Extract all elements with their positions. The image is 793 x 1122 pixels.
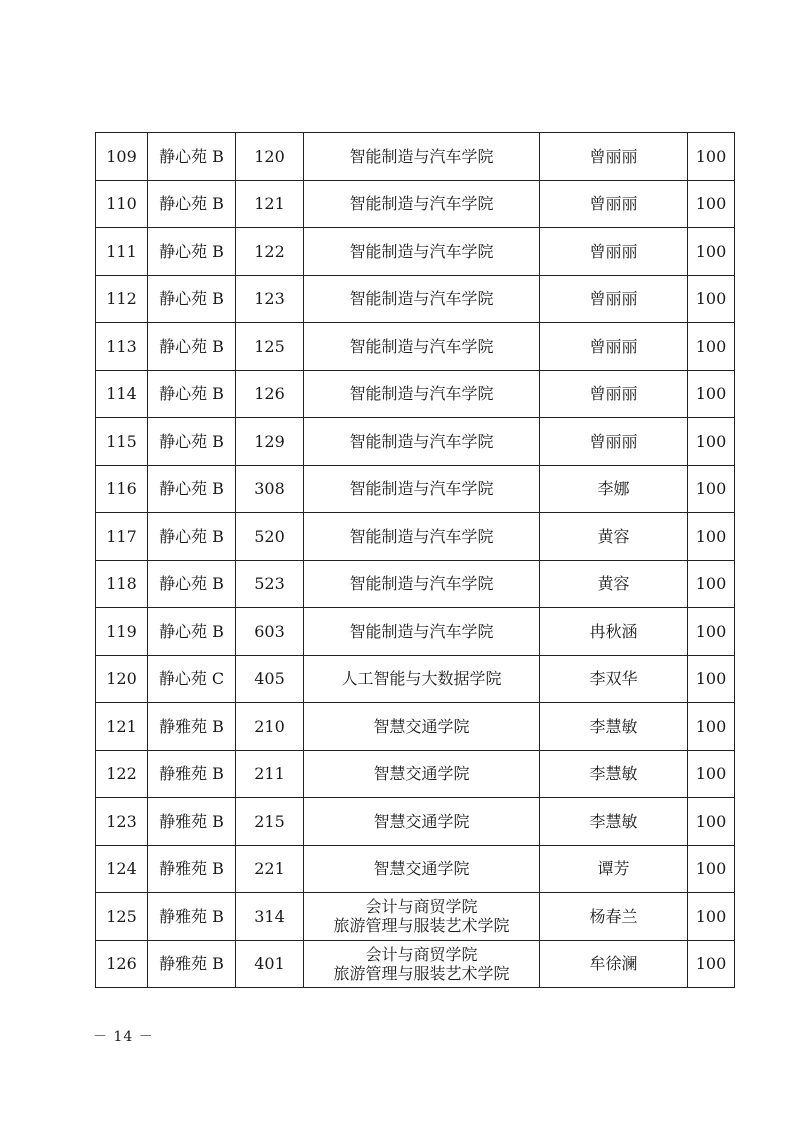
cell-serial-number: 122 [96, 750, 148, 798]
cell-room-number: 210 [236, 703, 304, 751]
table-row [96, 560, 735, 608]
cell-college [304, 133, 540, 181]
cell-score: 100 [688, 513, 735, 561]
college-name-line: 智能制造与汽车学院 [349, 574, 494, 594]
table-row [96, 893, 735, 941]
dormitory-score-table [95, 132, 735, 988]
cell-building: 静心苑 B [148, 370, 236, 418]
college-name-line: 智慧交通学院 [373, 764, 470, 784]
cell-teacher: 曾丽丽 [540, 228, 688, 276]
cell-score: 100 [688, 893, 735, 941]
cell-building: 静心苑 B [148, 465, 236, 513]
cell-serial-number: 109 [96, 133, 148, 181]
college-name-line: 智慧交通学院 [373, 859, 470, 879]
table-row [96, 940, 735, 988]
cell-college [304, 893, 540, 941]
cell-score: 100 [688, 228, 735, 276]
cell-serial-number: 126 [96, 940, 148, 988]
cell-teacher: 谭芳 [540, 845, 688, 893]
cell-score: 100 [688, 560, 735, 608]
table-row [96, 275, 735, 323]
cell-teacher: 曾丽丽 [540, 133, 688, 181]
cell-building: 静心苑 B [148, 275, 236, 323]
cell-score: 100 [688, 798, 735, 846]
cell-room-number: 126 [236, 370, 304, 418]
cell-building: 静心苑 B [148, 180, 236, 228]
cell-room-number: 120 [236, 133, 304, 181]
cell-room-number: 221 [236, 845, 304, 893]
cell-teacher: 李慧敏 [540, 798, 688, 846]
cell-building: 静心苑 B [148, 133, 236, 181]
cell-building: 静雅苑 B [148, 845, 236, 893]
table-row [96, 228, 735, 276]
cell-college [304, 275, 540, 323]
cell-teacher: 李娜 [540, 465, 688, 513]
cell-serial-number: 110 [96, 180, 148, 228]
cell-serial-number: 125 [96, 893, 148, 941]
cell-score: 100 [688, 133, 735, 181]
cell-teacher: 曾丽丽 [540, 180, 688, 228]
cell-serial-number: 112 [96, 275, 148, 323]
cell-serial-number: 116 [96, 465, 148, 513]
college-name-line: 智能制造与汽车学院 [349, 526, 494, 546]
college-name-line: 智能制造与汽车学院 [349, 621, 494, 641]
cell-teacher: 李慧敏 [540, 703, 688, 751]
cell-college [304, 370, 540, 418]
cell-score: 100 [688, 275, 735, 323]
cell-teacher: 杨春兰 [540, 893, 688, 941]
cell-room-number: 523 [236, 560, 304, 608]
cell-score: 100 [688, 750, 735, 798]
cell-teacher: 曾丽丽 [540, 418, 688, 466]
college-name-line: 智能制造与汽车学院 [349, 146, 494, 166]
college-name-line: 智能制造与汽车学院 [349, 289, 494, 309]
cell-college [304, 560, 540, 608]
cell-college [304, 750, 540, 798]
cell-score: 100 [688, 323, 735, 371]
cell-college [304, 608, 540, 656]
cell-room-number: 211 [236, 750, 304, 798]
cell-room-number: 308 [236, 465, 304, 513]
college-name-line: 智慧交通学院 [373, 716, 470, 736]
college-name-line: 会计与商贸学院 [365, 897, 478, 917]
cell-serial-number: 118 [96, 560, 148, 608]
cell-college [304, 323, 540, 371]
cell-college [304, 228, 540, 276]
college-name-line: 旅游管理与服装艺术学院 [333, 963, 510, 983]
cell-score: 100 [688, 465, 735, 513]
table-row [96, 608, 735, 656]
cell-serial-number: 124 [96, 845, 148, 893]
cell-building: 静心苑 B [148, 513, 236, 561]
cell-room-number: 405 [236, 655, 304, 703]
cell-teacher: 黄容 [540, 513, 688, 561]
college-name-line: 智能制造与汽车学院 [349, 194, 494, 214]
college-name-line: 旅游管理与服装艺术学院 [333, 916, 510, 936]
cell-room-number: 125 [236, 323, 304, 371]
cell-teacher: 李双华 [540, 655, 688, 703]
cell-college [304, 513, 540, 561]
cell-room-number: 121 [236, 180, 304, 228]
table-row [96, 845, 735, 893]
cell-teacher: 牟徐澜 [540, 940, 688, 988]
table-row [96, 418, 735, 466]
cell-room-number: 215 [236, 798, 304, 846]
cell-serial-number: 119 [96, 608, 148, 656]
cell-teacher: 黄容 [540, 560, 688, 608]
college-name-line: 智慧交通学院 [373, 811, 470, 831]
table-row [96, 703, 735, 751]
cell-serial-number: 114 [96, 370, 148, 418]
table-row [96, 513, 735, 561]
cell-building: 静雅苑 B [148, 703, 236, 751]
cell-college [304, 845, 540, 893]
cell-score: 100 [688, 655, 735, 703]
cell-room-number: 123 [236, 275, 304, 323]
cell-building: 静雅苑 B [148, 940, 236, 988]
table-row [96, 655, 735, 703]
cell-building: 静心苑 B [148, 608, 236, 656]
cell-serial-number: 123 [96, 798, 148, 846]
cell-serial-number: 115 [96, 418, 148, 466]
table-row [96, 798, 735, 846]
cell-room-number: 129 [236, 418, 304, 466]
cell-college [304, 798, 540, 846]
cell-score: 100 [688, 180, 735, 228]
cell-serial-number: 120 [96, 655, 148, 703]
college-name-line: 人工智能与大数据学院 [341, 669, 502, 689]
college-name-line: 会计与商贸学院 [365, 944, 478, 964]
cell-score: 100 [688, 940, 735, 988]
college-name-line: 智能制造与汽车学院 [349, 384, 494, 404]
cell-building: 静雅苑 B [148, 750, 236, 798]
cell-serial-number: 113 [96, 323, 148, 371]
cell-building: 静心苑 C [148, 655, 236, 703]
cell-building: 静雅苑 B [148, 798, 236, 846]
cell-college [304, 465, 540, 513]
cell-score: 100 [688, 845, 735, 893]
cell-teacher: 曾丽丽 [540, 370, 688, 418]
cell-room-number: 603 [236, 608, 304, 656]
cell-college [304, 940, 540, 988]
table-row [96, 465, 735, 513]
college-name-line: 智能制造与汽车学院 [349, 336, 494, 356]
page-number: － 14 － [93, 1029, 154, 1045]
cell-room-number: 520 [236, 513, 304, 561]
table-row [96, 750, 735, 798]
cell-teacher: 冉秋涵 [540, 608, 688, 656]
table-row [96, 323, 735, 371]
cell-building: 静心苑 B [148, 560, 236, 608]
cell-college [304, 180, 540, 228]
cell-serial-number: 111 [96, 228, 148, 276]
cell-building: 静心苑 B [148, 418, 236, 466]
cell-serial-number: 121 [96, 703, 148, 751]
table-row [96, 370, 735, 418]
table-body [96, 133, 735, 988]
college-name-line: 智能制造与汽车学院 [349, 431, 494, 451]
cell-serial-number: 117 [96, 513, 148, 561]
cell-college [304, 655, 540, 703]
cell-college [304, 418, 540, 466]
table-row [96, 133, 735, 181]
cell-room-number: 401 [236, 940, 304, 988]
cell-teacher: 李慧敏 [540, 750, 688, 798]
college-name-line: 智能制造与汽车学院 [349, 479, 494, 499]
cell-teacher: 曾丽丽 [540, 275, 688, 323]
cell-score: 100 [688, 370, 735, 418]
cell-score: 100 [688, 703, 735, 751]
table-row [96, 180, 735, 228]
cell-score: 100 [688, 418, 735, 466]
cell-building: 静心苑 B [148, 228, 236, 276]
cell-building: 静雅苑 B [148, 893, 236, 941]
cell-college [304, 703, 540, 751]
cell-teacher: 曾丽丽 [540, 323, 688, 371]
cell-score: 100 [688, 608, 735, 656]
college-name-line: 智能制造与汽车学院 [349, 241, 494, 261]
cell-room-number: 122 [236, 228, 304, 276]
cell-building: 静心苑 B [148, 323, 236, 371]
cell-room-number: 314 [236, 893, 304, 941]
